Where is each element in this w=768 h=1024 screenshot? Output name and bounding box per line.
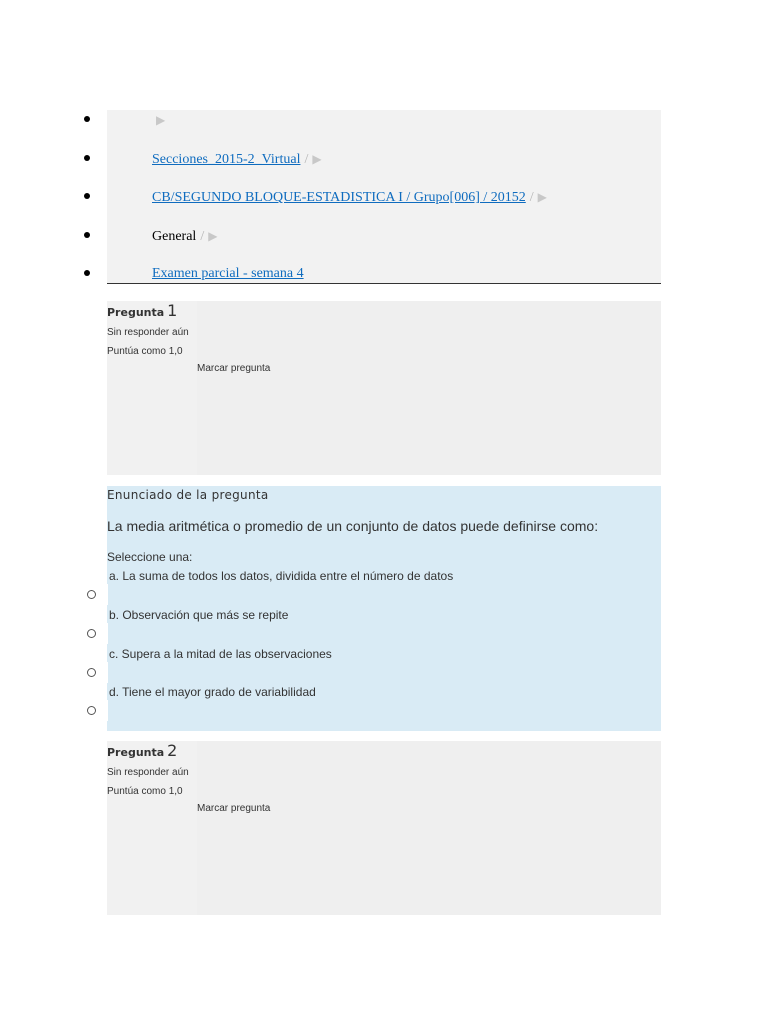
answer-option-d[interactable] <box>83 685 583 723</box>
breadcrumb-link-sections[interactable]: Secciones_2015-2_Virtual <box>152 152 301 167</box>
question-grade: Puntúa como 1,0 <box>107 346 183 357</box>
breadcrumb-item-sections[interactable] <box>0 147 700 171</box>
breadcrumb-item-course[interactable] <box>0 185 700 209</box>
arrow-right-icon: ▶ <box>208 229 218 243</box>
breadcrumb-separator: / <box>529 190 534 205</box>
question-state: Sin responder aún <box>107 327 189 338</box>
breadcrumb-separator: / <box>200 229 205 244</box>
radio-container <box>83 700 108 721</box>
answer-label-d[interactable]: d. Tiene el mayor grado de variabilidad <box>109 685 316 699</box>
breadcrumb-link-exam[interactable]: Examen parcial - semana 4 <box>152 266 304 281</box>
radio-container <box>83 623 108 644</box>
answer-label-b[interactable]: b. Observación que más se repite <box>109 608 289 622</box>
question-title <box>107 301 177 320</box>
flag-question-link[interactable]: Marcar pregunta <box>197 803 271 814</box>
bullet-icon <box>84 116 90 122</box>
answer-label-a[interactable]: a. La suma de todos los datos, dividida entre el número de datos <box>109 569 454 583</box>
question-number: 2 <box>167 741 178 760</box>
question-text: La media aritmética o promedio de un conjunto de datos puede definirse como: <box>107 518 599 534</box>
breadcrumb-link-course[interactable]: CB/SEGUNDO BLOQUE-ESTADISTICA I / Grupo[006] / 20152 <box>152 190 526 205</box>
arrow-right-icon: ▶ <box>537 190 547 204</box>
breadcrumb-general-label: General <box>152 229 197 244</box>
breadcrumb-separator: / <box>304 152 309 167</box>
bullet-icon <box>84 155 90 161</box>
question-title <box>107 741 177 760</box>
question-heading: Enunciado de la pregunta <box>107 488 269 502</box>
question-1-content <box>107 486 661 731</box>
answer-prompt: Seleccione una: <box>107 550 193 564</box>
radio-button-d[interactable] <box>87 706 96 715</box>
question-grade: Puntúa como 1,0 <box>107 786 183 797</box>
radio-button-a[interactable] <box>87 590 96 599</box>
arrow-right-icon: ▶ <box>312 152 322 166</box>
arrow-right-icon: ▶ <box>156 113 166 127</box>
question-title-label: Pregunta <box>107 746 165 759</box>
bullet-icon <box>84 270 90 276</box>
breadcrumb <box>107 110 661 284</box>
answer-label-c[interactable]: c. Supera a la mitad de las observaciones <box>109 647 332 661</box>
bullet-icon <box>84 193 90 199</box>
flag-question-link[interactable]: Marcar pregunta <box>197 363 271 374</box>
question-title-label: Pregunta <box>107 306 165 319</box>
breadcrumb-item-home <box>0 108 700 132</box>
question-number: 1 <box>167 301 178 320</box>
bullet-icon <box>84 232 90 238</box>
answer-option-a[interactable] <box>83 569 583 607</box>
question-2-info <box>107 741 661 915</box>
breadcrumb-item-general <box>0 224 700 248</box>
radio-button-b[interactable] <box>87 629 96 638</box>
radio-container <box>83 662 108 683</box>
radio-container <box>83 584 108 605</box>
answer-option-c[interactable] <box>83 647 583 685</box>
breadcrumb-item-exam[interactable] <box>0 262 700 286</box>
question-state: Sin responder aún <box>107 767 189 778</box>
radio-button-c[interactable] <box>87 668 96 677</box>
question-1-info <box>107 301 661 475</box>
answer-option-b[interactable] <box>83 608 583 646</box>
